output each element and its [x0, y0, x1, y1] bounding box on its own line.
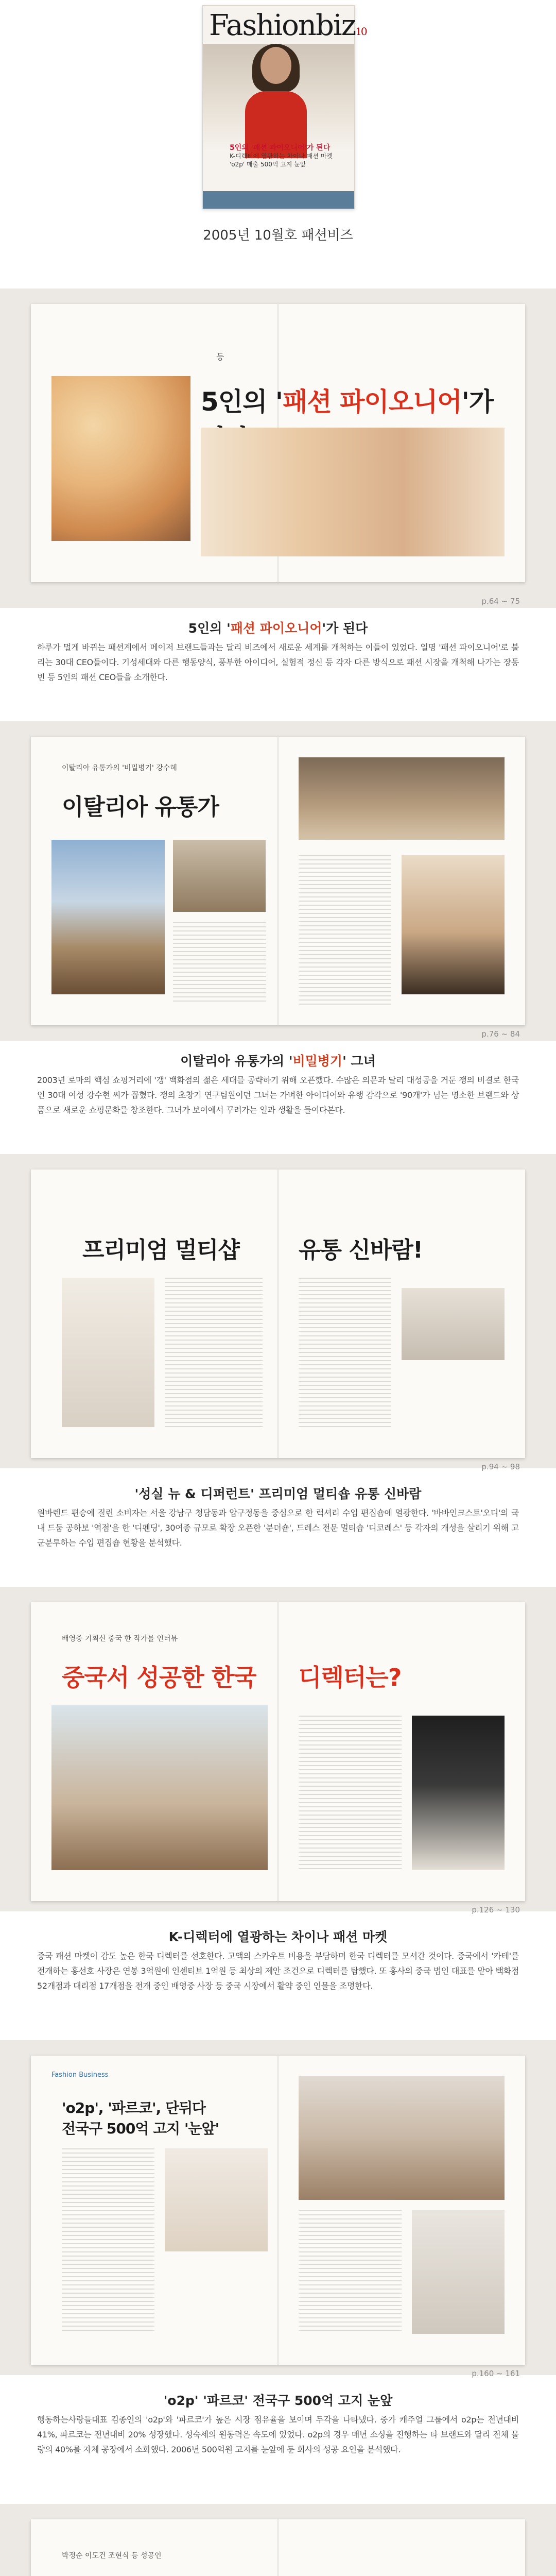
spread-kicker: 박정순 이도건 조현식 등 성공인	[62, 2552, 162, 2560]
volume-mark: 10	[355, 25, 367, 38]
section-title: 이탈리아 유통가의 '비밀병기' 그녀	[180, 1054, 376, 1069]
page-range: p.64 ~ 75	[481, 597, 520, 606]
cover-area	[0, 0, 556, 289]
section-description: 행동하는사랑들대표 김종인의 'o2p'와 '파르코'가 높은 시장 점유율을 보이며 두각을 나타냈다. 중가 캐주얼 그룹에서 o2p는 전년대비 41%, 파르코는 전년대비 20% 성장했다. 성숙세의 원동력은 속도에 있었다. o2p의 경우 매년 소싱을 진행하는 타 브랜드와 달리 전체 물량의 40%를 자체 공장에서 소화했다. 2006년 500억원 고지를 눈앞에 둔 회사의 성공 요인을 분석했다.	[37, 2415, 519, 2454]
illustration	[201, 428, 505, 556]
cover-subline: K-디렉터에 열광하는 차이나 패션 마켓	[230, 152, 333, 160]
street-photo	[51, 840, 165, 994]
spread-banner: Fashion Business	[51, 2071, 109, 2079]
magazine-cover[interactable]	[202, 5, 367, 209]
magazine-title: Fashionbiz10	[209, 9, 367, 42]
cover-bottom-strip	[203, 191, 354, 209]
page-range: p.160 ~ 161	[472, 2369, 520, 2378]
chart-figure	[165, 2148, 268, 2251]
spread-kicker: 이탈리아 유통가의 '비밀병기' 강수혜	[62, 764, 177, 772]
colosseum-photo	[299, 757, 505, 840]
section-description: 하루가 멀게 바뀌는 패션계에서 메이저 브랜드들과는 달리 비즈에서 새로운 세계를 개척하는 이들이 있었다. 일명 '패션 파이오니어'로 불리는 30대 CEO들이다. 기성세대와 다른 행동양식, 풍부한 아이디어, 실험적 정신 등 각자 다른 방식으로 패션 시장을 개척해 나가는 장동빈 등 5인의 패션 CEO들을 소개한다.	[37, 642, 519, 682]
page-range: p.76 ~ 84	[481, 1029, 520, 1039]
fashion-photo	[412, 1716, 505, 1870]
spread-headline: 디렉터는?	[299, 1664, 402, 1691]
cover-model-photo	[203, 44, 354, 152]
illustration	[51, 1705, 268, 1870]
spread-headline: 프리미엄 멀티샵	[82, 1237, 239, 1263]
spread-headline: 'o2p', '파르코', 단뒤다	[62, 2099, 206, 2116]
section-title: 'o2p' '파르코' 전국구 500억 고지 눈앞	[163, 2393, 393, 2408]
section-title: 5인의 '패션 파이오니어'가 된다	[188, 621, 368, 636]
page-range: p.126 ~ 130	[472, 1905, 520, 1914]
issue-caption: 2005년 10월호 패션비즈	[203, 228, 353, 243]
spread-headline: 전국구 500억 고지 '눈앞'	[62, 2120, 219, 2137]
section-description: 2003년 로마의 핵심 쇼핑거리에 '갱' 백화점의 젊은 세대를 공략하기 위해 오픈했다. 수많은 의문과 달리 대성공을 거둔 쟁의 비결로 한국인 30대 여성 강수현 씨가 꼽혔다. 쟁의 초창기 연구팀원이던 그녀는 가벼한 아이디어와 유행 감각으로 '90개'가 넘는 명소한 브랜드와 상품으로 새로운 쇼핑문화를 창조한다. 그녀가 보여에서 꾸려가는 일과 생활을 들여다본다.	[37, 1075, 519, 1115]
section-description: 원바렌드 편승에 질린 소비자는 서울 강남구 청담동과 압구정동을 중심으로 한 럭셔리 수입 편집숍에 열광한다. '바바인크스트'오디'의 국내 드둠 공하보 '역점'을 한 '디펜딩', 30여종 규모로 확장 오픈한 '분더숍', 드레스 전문 멀티숍 '디코레스' 등 각자의 개성을 살리기 위해 고군분투하는 수입 편집숍 현황을 분석했다.	[37, 1508, 519, 1548]
article-spread-4[interactable]	[31, 1602, 525, 1901]
page-range: p.94 ~ 98	[481, 1462, 520, 1471]
shop-photo	[62, 1278, 154, 1427]
section-title: K-디렉터에 열광하는 차이나 패션 마켓	[168, 1929, 388, 1944]
spread-headline: 이탈리아 유통가	[62, 794, 219, 820]
article-spread-5[interactable]	[31, 2056, 525, 2365]
cover-headline: 5인의 '패션 파이오니어'가 된다	[230, 144, 331, 152]
spread-kicker: 배영중 기획신 중국 한 작가를 인터뷰	[62, 1635, 178, 1643]
store-photo	[173, 840, 266, 912]
section-title: '성실 뉴 & 디퍼런트' 프리미엄 멀티숍 유통 신바람	[134, 1486, 422, 1501]
portrait-photo	[402, 855, 505, 994]
spread-headline: 유통 신바람!	[299, 1237, 423, 1263]
cover-headlines	[230, 144, 338, 168]
article-spread-3[interactable]	[31, 1170, 525, 1458]
article-spread-1[interactable]	[31, 304, 525, 582]
spread-headline: 5인의 '패션 파이오니어'가	[201, 387, 494, 417]
interior-photo	[402, 1288, 505, 1360]
section-description: 중국 패션 마켓이 감도 높은 한국 디렉터를 선호한다. 고액의 스카우트 비용을 부담하며 한국 디렉터를 모셔간 것이다. 중국에서 '카테'를 전개하는 홍선호 사장은 연봉 3억원에 인센티브 1억원 등 최상의 제안 조건으로 디렉터를 탐했다. 또 홍사의 중국 법인 대표를 맡아 백화점 52개점과 대리점 17개점을 전개 중인 배영중 사장 등 중국 시장에서 활약 중인 인물을 조명한다.	[37, 1951, 519, 1991]
illustration	[51, 376, 190, 541]
group-photo	[299, 2076, 505, 2200]
spread-headline: 중국서 성공한 한국	[62, 1664, 256, 1691]
article-spread-2[interactable]	[31, 737, 525, 1025]
spread-kicker: 등	[216, 352, 224, 362]
article-spread-6[interactable]	[31, 2519, 525, 2576]
cover-subline: 'o2p' 매출 500억 고지 눈앞	[230, 161, 306, 168]
product-photo	[412, 2210, 505, 2334]
